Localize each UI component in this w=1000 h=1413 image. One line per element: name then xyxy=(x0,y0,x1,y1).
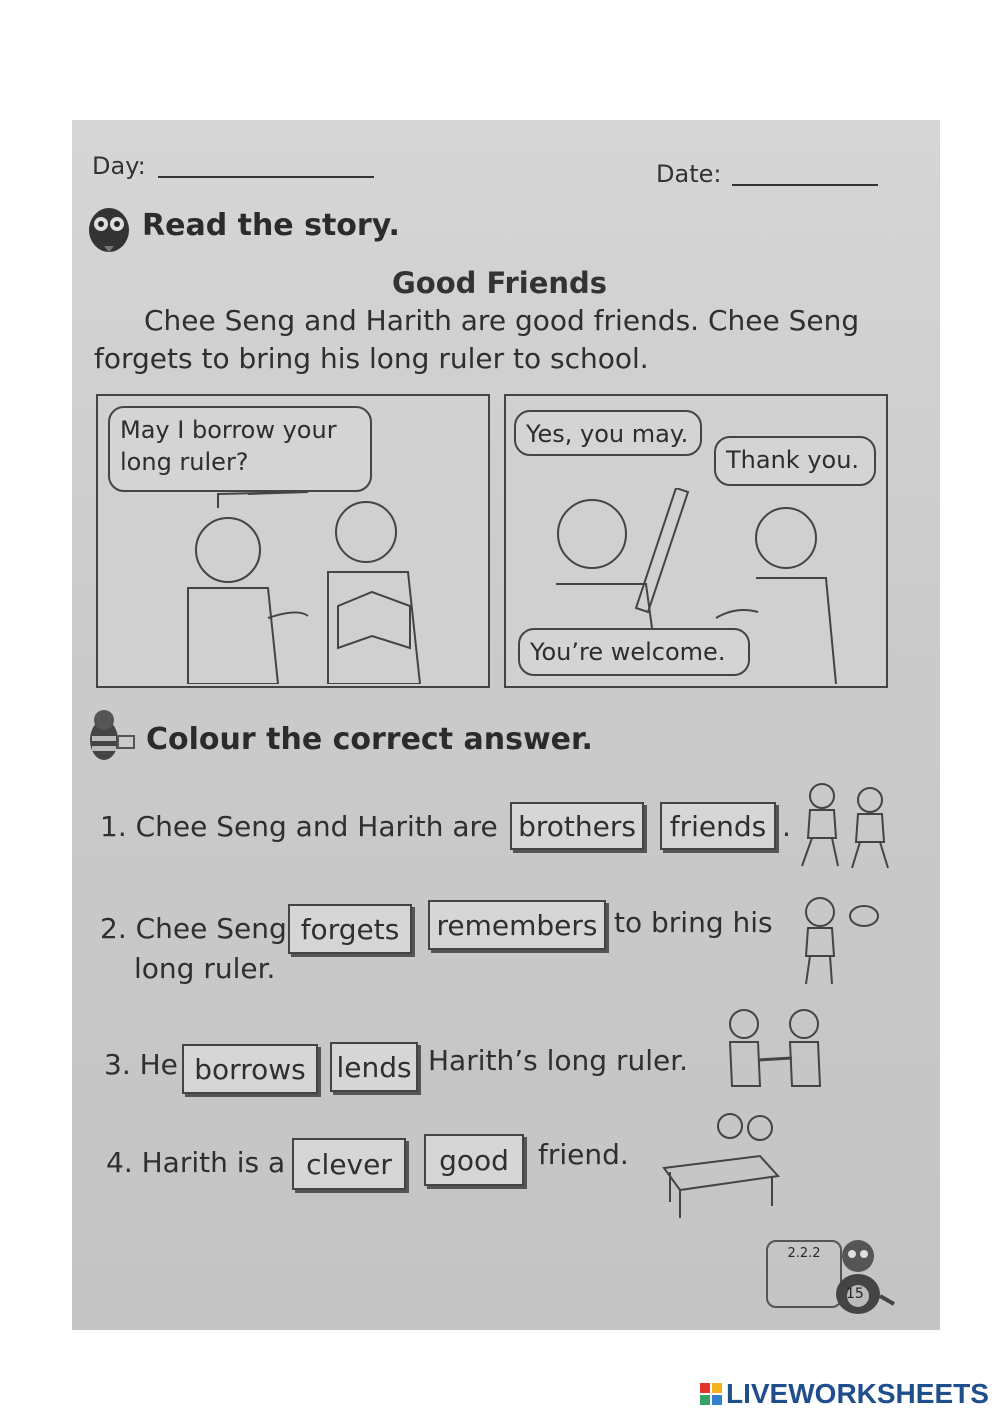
boys-reading-illustration xyxy=(158,488,458,684)
question-2-text: 2. Chee Seng xyxy=(100,912,287,945)
day-label: Day: xyxy=(92,152,146,180)
speech-bubble-borrow xyxy=(108,406,372,492)
option-brothers[interactable]: brothers xyxy=(510,802,644,850)
question-4-end: friend. xyxy=(538,1138,629,1171)
option-forgets[interactable]: forgets xyxy=(288,904,412,954)
option-clever[interactable]: clever xyxy=(292,1138,406,1190)
speech-bubble-thanks: Thank you. xyxy=(714,436,876,486)
owl-icon xyxy=(86,200,132,254)
boy-thinking-illustration xyxy=(780,890,880,990)
friends-jumping-illustration xyxy=(788,776,904,872)
story-line-1: Chee Seng and Harith are good friends. Chee Seng xyxy=(144,304,860,337)
brand-name: LIVEWORKSHEETS xyxy=(726,1378,989,1409)
bee-icon xyxy=(82,706,136,770)
question-1-text: 1. Chee Seng and Harith are xyxy=(100,810,498,843)
bubble-line-2: long ruler? xyxy=(120,448,249,476)
question-1-end: . xyxy=(782,810,791,843)
story-title: Good Friends xyxy=(392,266,608,300)
page-code: 2.2.2 xyxy=(787,1246,821,1261)
speech-bubble-yes: Yes, you may. xyxy=(514,410,702,456)
day-line xyxy=(158,176,374,178)
liveworksheets-logo xyxy=(700,1378,989,1410)
option-borrows[interactable]: borrows xyxy=(182,1044,318,1094)
worksheet-page xyxy=(72,120,940,1330)
question-2-line-2: long ruler. xyxy=(134,952,276,985)
option-friends[interactable]: friends xyxy=(660,802,776,850)
turtle-mascot-icon xyxy=(828,1234,898,1320)
story-line-2: forgets to bring his long ruler to school. xyxy=(94,342,649,375)
story-instruction: Read the story. xyxy=(142,208,400,243)
speech-bubble-welcome: You’re welcome. xyxy=(518,628,750,676)
option-lends[interactable]: lends xyxy=(330,1042,418,1092)
question-2-end: to bring his xyxy=(614,906,773,939)
option-good[interactable]: good xyxy=(424,1134,524,1186)
boys-at-desk-illustration xyxy=(660,1106,784,1220)
comic-panel-1 xyxy=(96,394,490,688)
date-label: Date: xyxy=(656,160,722,188)
exercise-instruction: Colour the correct answer. xyxy=(146,722,593,757)
question-3-text: 3. He xyxy=(104,1048,178,1081)
question-4-text: 4. Harith is a xyxy=(106,1146,286,1179)
liveworksheets-mark-icon xyxy=(700,1383,722,1405)
comic-panel-2 xyxy=(504,394,888,688)
question-3-end: Harith’s long ruler. xyxy=(428,1044,689,1077)
bubble-line-1: May I borrow your xyxy=(120,416,337,444)
date-line xyxy=(732,184,878,186)
option-remembers[interactable]: remembers xyxy=(428,900,606,950)
boys-sharing-illustration xyxy=(718,1002,828,1098)
page-number: 15 xyxy=(846,1286,864,1302)
